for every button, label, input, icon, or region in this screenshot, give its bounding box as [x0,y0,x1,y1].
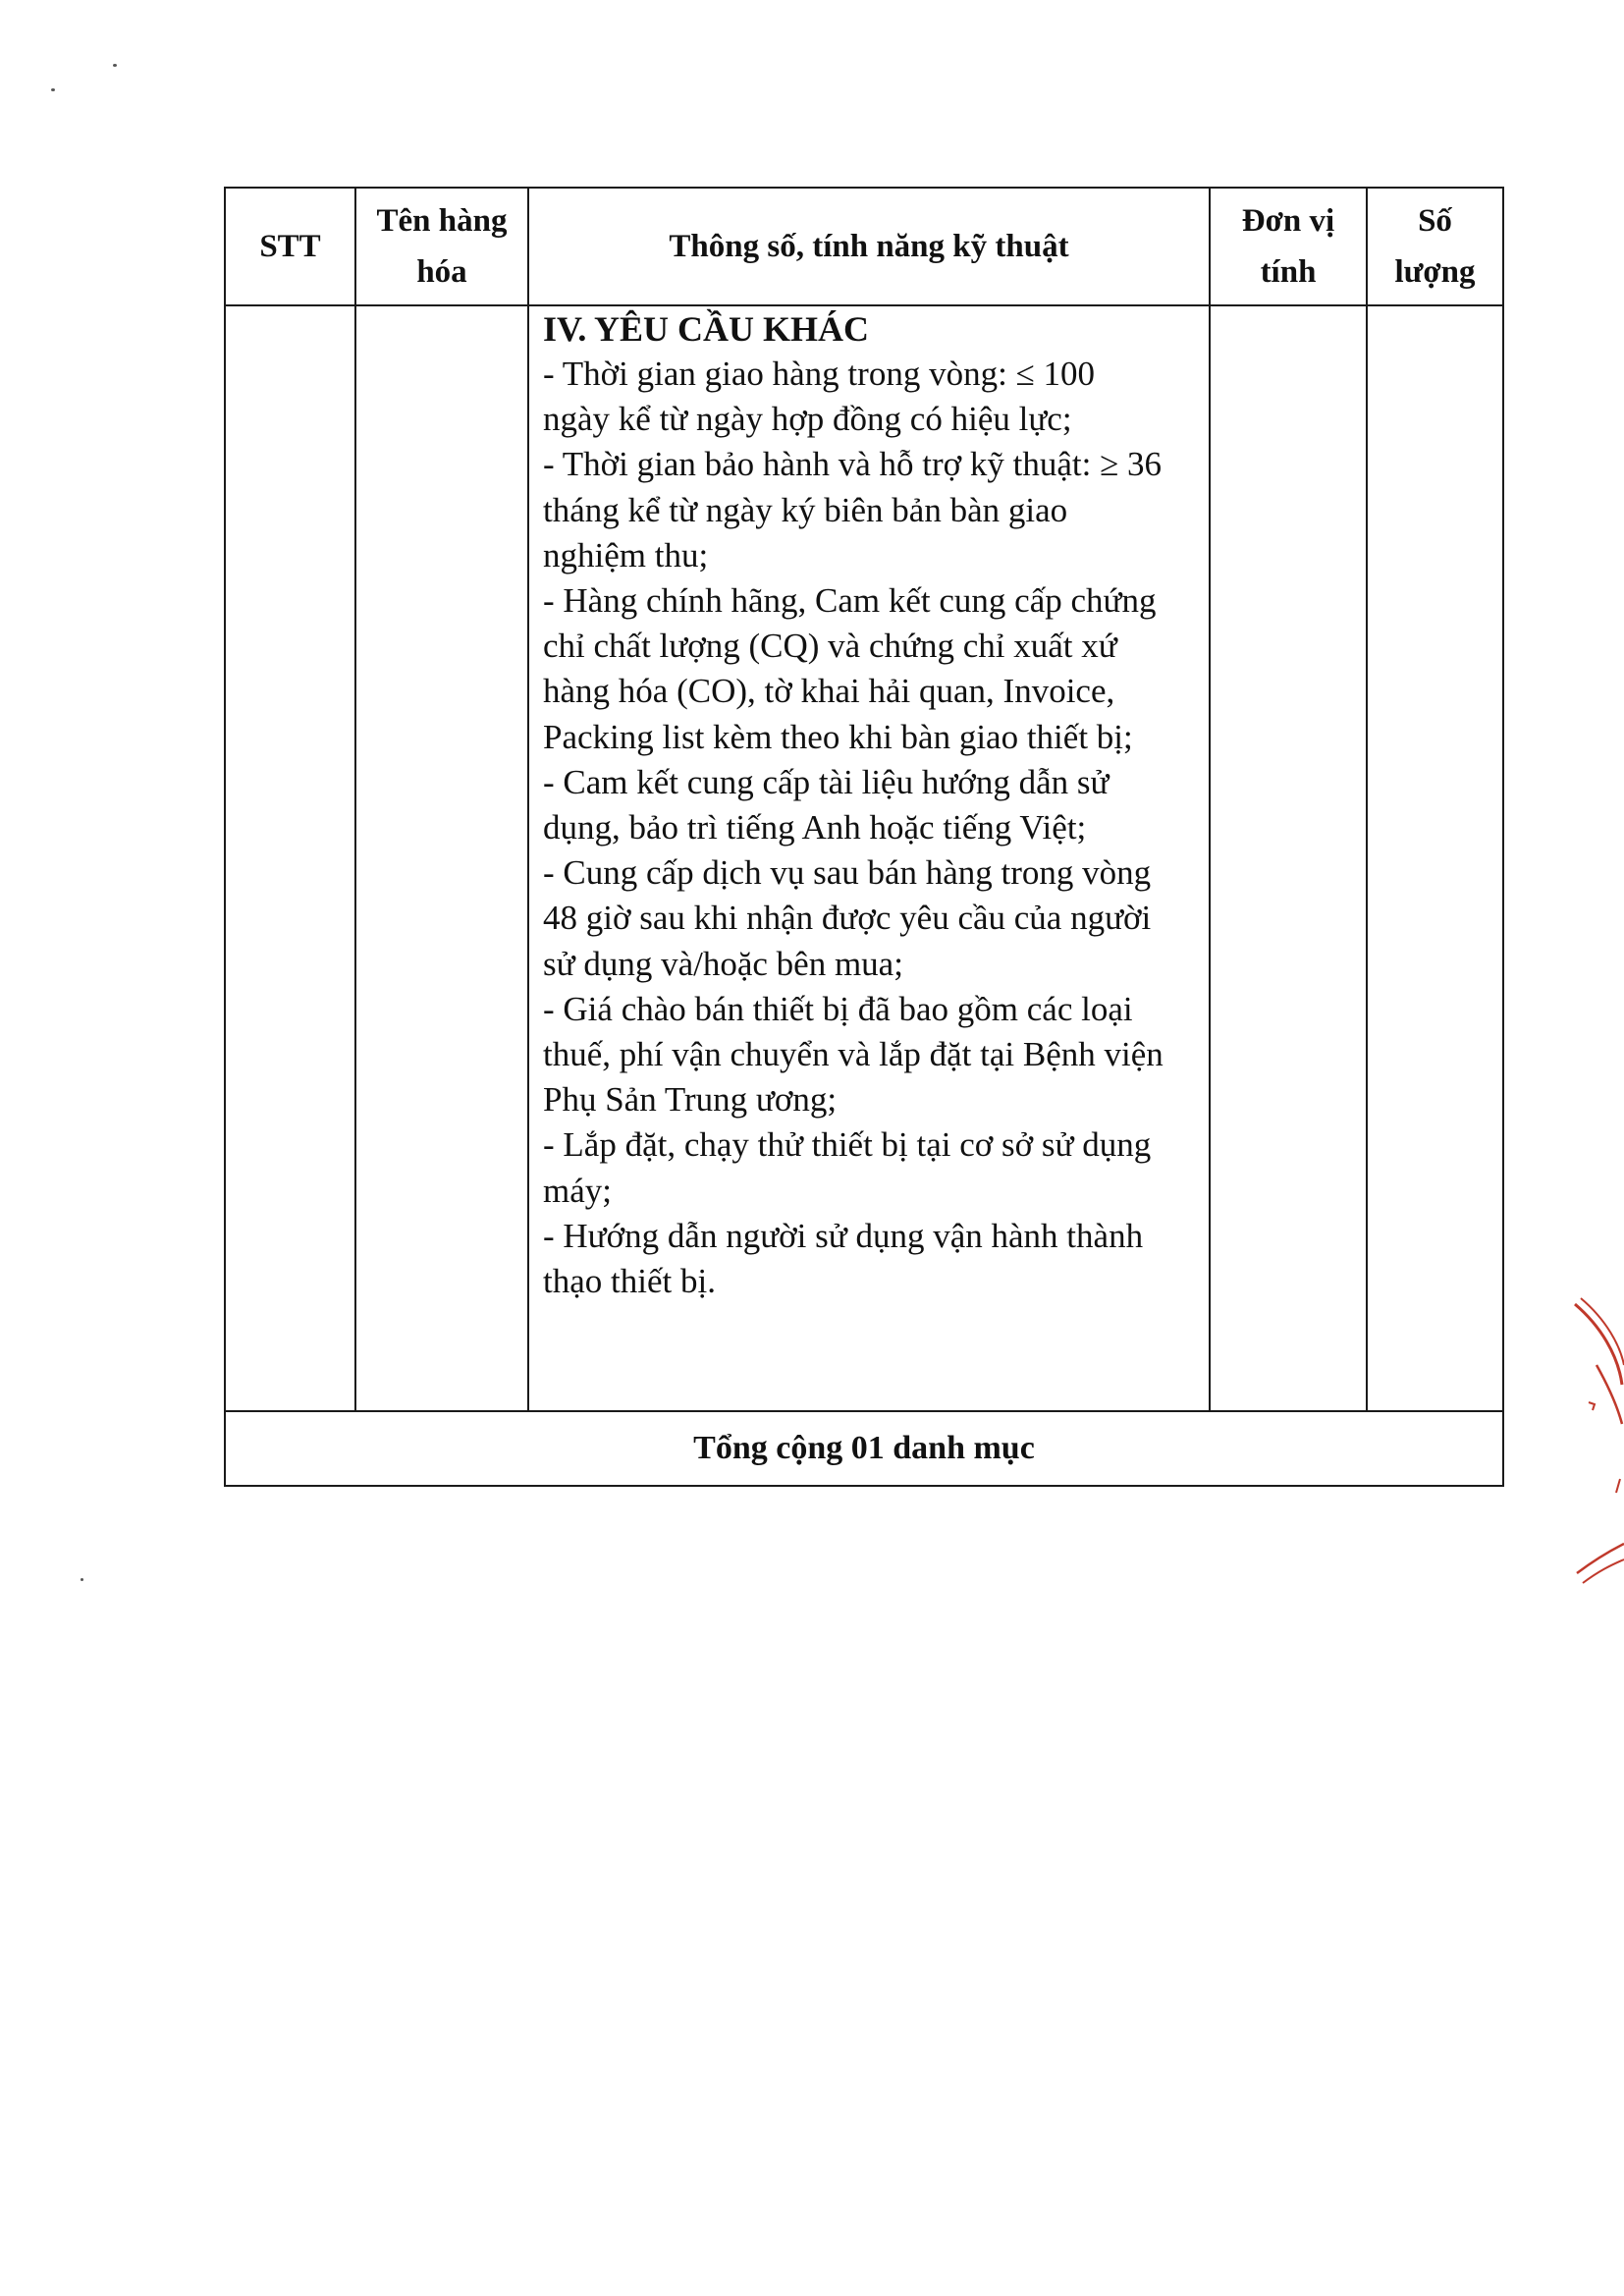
spec-line: thuế, phí vận chuyển và lắp đặt tại Bệnh viện [543,1035,1164,1074]
header-unit-line2: tính [1260,254,1317,290]
spec-line: Packing list kèm theo khi bàn giao thiết bị; [543,717,1133,756]
spec-line: - Thời gian giao hàng trong vòng: ≤ 100 [543,355,1095,393]
stamp-fragment-icon [1571,1296,1624,1591]
spec-line: - Cam kết cung cấp tài liệu hướng dẫn sử [543,762,1110,801]
table-header-row [225,188,1503,305]
spec-line: - Cung cấp dịch vụ sau bán hàng trong vòng [543,853,1152,893]
spec-line: - Lắp đặt, chạy thử thiết bị tại cơ sở sử dụng [543,1125,1152,1165]
header-item-name-line2: hóa [416,254,467,290]
spec-line: - Giá chào bán thiết bị đã bao gồm các loại [543,989,1133,1028]
spec-table [224,187,1504,1487]
spec-line: chỉ chất lượng (CQ) và chứng chỉ xuất xứ [543,627,1117,666]
header-quantity-line1: Số [1418,203,1452,239]
total-label: Tổng cộng 01 danh mục [693,1430,1035,1466]
cell-specifications [528,305,1210,1411]
cell-unit [1210,305,1367,1411]
spec-line: sử dụng và/hoặc bên mua; [543,944,903,983]
header-stt-label: STT [259,229,321,264]
spec-line: Phụ Sản Trung ương; [543,1080,838,1120]
spec-line: ngày kể từ ngày hợp đồng có hiệu lực; [543,400,1072,439]
header-item-name [355,188,528,305]
header-item-name-line1: Tên hàng [376,203,508,239]
spec-line: máy; [543,1171,612,1210]
table-row [225,305,1503,1411]
scan-speck [81,1578,83,1581]
section-heading: IV. YÊU CẦU KHÁC [543,309,870,349]
spec-line: dụng, bảo trì tiếng Anh hoặc tiếng Việt; [543,808,1087,847]
cell-stt [225,305,355,1411]
spec-line: hàng hóa (CO), tờ khai hải quan, Invoice, [543,672,1115,711]
header-specifications-label: Thông số, tính năng kỹ thuật [669,229,1069,264]
header-specifications [528,188,1210,305]
header-quantity-line2: lượng [1394,254,1476,290]
header-unit-line1: Đơn vị [1241,203,1335,239]
spec-line: tháng kể từ ngày ký biên bản bàn giao [543,490,1068,529]
total-row [225,1411,1503,1486]
spec-line: - Thời gian bảo hành và hỗ trợ kỹ thuật: ≥ 36 [543,445,1163,484]
spec-line: 48 giờ sau khi nhận được yêu cầu của người [543,899,1152,938]
cell-quantity [1367,305,1503,1411]
spec-line: nghiệm thu; [543,535,709,574]
spec-line: - Hướng dẫn người sử dụng vận hành thành [543,1216,1144,1255]
total-cell [225,1411,1503,1486]
header-unit [1210,188,1367,305]
header-quantity [1367,188,1503,305]
spec-line: - Hàng chính hãng, Cam kết cung cấp chứng [543,581,1157,621]
cell-item-name [355,305,528,1411]
scan-speck [113,64,117,67]
scan-speck [51,88,55,91]
spec-line: thạo thiết bị. [543,1262,716,1301]
header-stt [225,188,355,305]
